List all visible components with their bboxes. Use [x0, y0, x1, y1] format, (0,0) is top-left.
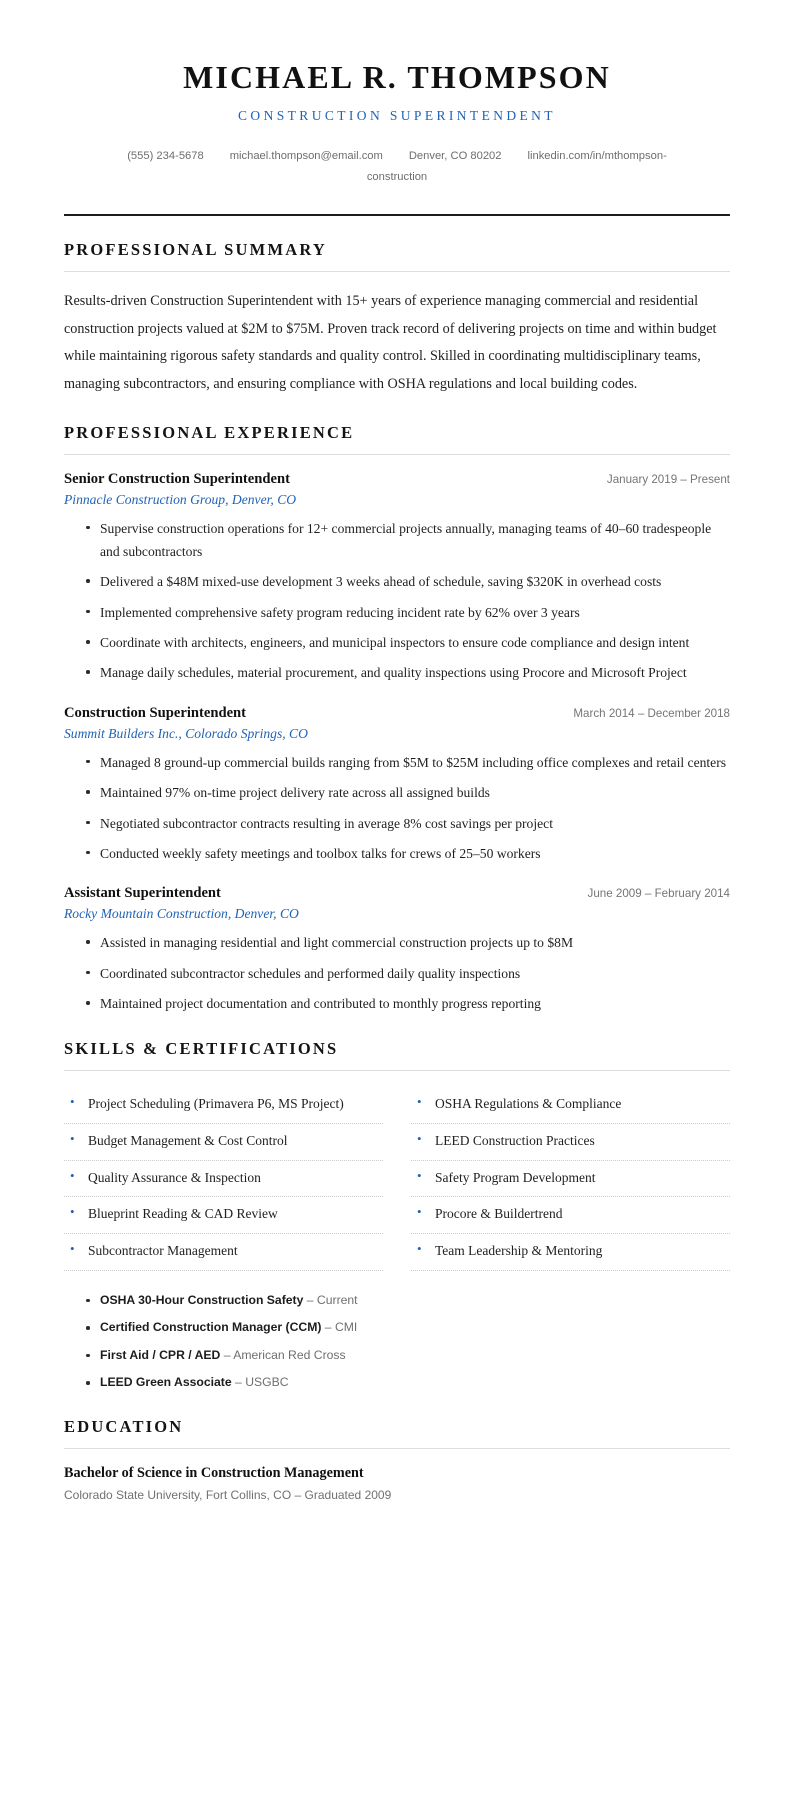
skill-item: • Team Leadership & Mentoring: [411, 1234, 730, 1271]
experience-bullet-list: [64, 517, 730, 685]
skill-item: • Quality Assurance & Inspection: [64, 1161, 383, 1198]
summary-heading: PROFESSIONAL SUMMARY: [64, 239, 327, 259]
certification-item: [86, 1291, 730, 1311]
skill-item: • Subcontractor Management: [64, 1234, 383, 1271]
experience-list: [64, 471, 730, 1016]
skill-item: • Project Scheduling (Primavera P6, MS Project): [64, 1087, 383, 1124]
certification-issuer: – Current: [303, 1292, 358, 1307]
education-rule: [64, 1448, 730, 1449]
experience-bullet: Conducted weekly safety meetings and toolbox talks for crews of 25–50 workers: [86, 842, 730, 865]
contact-location: Denver, CO 80202: [408, 150, 502, 163]
experience-bullet: Negotiated subcontractor contracts resulting in average 8% cost savings per project: [86, 812, 730, 835]
experience-bullet: Supervise construction operations for 12+ commercial projects annually, managing teams of 40–60 tradespeople and subcontractors: [86, 517, 730, 564]
education-heading: EDUCATION: [64, 1416, 184, 1436]
skills-column-left: [64, 1087, 383, 1270]
skill-item: • Procore & Buildertrend: [411, 1197, 730, 1234]
skill-item: • LEED Construction Practices: [411, 1124, 730, 1161]
skill-item: • OSHA Regulations & Compliance: [411, 1087, 730, 1124]
education-degree: Bachelor of Science in Construction Management: [64, 1464, 364, 1481]
experience-entry: [64, 705, 730, 866]
skills-column-right: [411, 1087, 730, 1270]
experience-company: Pinnacle Construction Group, Denver, CO: [64, 491, 297, 507]
certification-item: [86, 1346, 730, 1366]
summary-rule: [64, 271, 730, 272]
section-education: [64, 1417, 730, 1502]
certifications-list: [64, 1291, 730, 1393]
experience-company: Rocky Mountain Construction, Denver, CO: [64, 906, 299, 922]
experience-bullet: Maintained 97% on-time project delivery rate across all assigned builds: [86, 781, 730, 804]
experience-entry: [64, 471, 730, 685]
experience-entry-header: [64, 885, 730, 902]
header-divider: [64, 214, 730, 216]
certification-issuer: – American Red Cross: [220, 1347, 346, 1362]
experience-dates: March 2014 – December 2018: [573, 706, 730, 720]
contact-info: [112, 146, 682, 187]
experience-entry: [64, 885, 730, 1015]
experience-bullet: Assisted in managing residential and light commercial construction projects up to $8M: [86, 931, 730, 954]
candidate-headline: CONSTRUCTION SUPERINTENDENT: [238, 108, 556, 124]
certification-item: [86, 1373, 730, 1393]
experience-bullet: Delivered a $48M mixed-use development 3 weeks ahead of schedule, saving $320K in overhead costs: [86, 570, 730, 593]
summary-text: Results-driven Construction Superintendent with 15+ years of experience managing commercial and residential construction projects valued at $2M to $75M. Proven track record of delivering projects on time and within budget while maintaining rigorous safety standards and quality control. Skilled in coordinating multidisciplinary teams, managing subcontractors, and ensuring compliance with OSHA regulations and local building codes.: [64, 292, 717, 392]
page-bottom-spacer: [64, 1502, 730, 1652]
section-skills-certifications: [64, 1039, 730, 1392]
resume-header: [64, 0, 730, 188]
certification-name: LEED Green Associate: [100, 1375, 232, 1390]
experience-entry-header: [64, 705, 730, 722]
experience-bullet: Coordinated subcontractor schedules and performed daily quality inspections: [86, 962, 730, 985]
experience-bullet: Implemented comprehensive safety program reducing incident rate by 62% over 3 years: [86, 601, 730, 624]
certification-name: First Aid / CPR / AED: [100, 1347, 221, 1362]
experience-job-title: Senior Construction Superintendent: [64, 470, 290, 487]
certification-name: Certified Construction Manager (CCM): [100, 1320, 322, 1335]
skill-item: • Budget Management & Cost Control: [64, 1124, 383, 1161]
section-professional-experience: [64, 423, 730, 1016]
experience-entry-header: [64, 471, 730, 488]
experience-heading: PROFESSIONAL EXPERIENCE: [64, 422, 355, 442]
certification-name: OSHA 30-Hour Construction Safety: [100, 1292, 304, 1307]
experience-bullet-list: [64, 931, 730, 1015]
candidate-name: MICHAEL R. THOMPSON: [183, 59, 611, 95]
experience-bullet: Manage daily schedules, material procurement, and quality inspections using Procore and Microsoft Project: [86, 661, 730, 684]
experience-bullet: Coordinate with architects, engineers, and municipal inspectors to ensure code compliance and design intent: [86, 631, 730, 654]
skills-rule: [64, 1070, 730, 1071]
experience-job-title: Assistant Superintendent: [64, 885, 221, 902]
experience-dates: January 2019 – Present: [606, 472, 730, 486]
skill-item: • Safety Program Development: [411, 1161, 730, 1198]
contact-linkedin[interactable]: linkedin.com/in/mthompson-construction: [366, 150, 667, 184]
experience-rule: [64, 454, 730, 455]
contact-phone[interactable]: (555) 234-5678: [127, 150, 204, 163]
experience-bullet: Managed 8 ground-up commercial builds ranging from $5M to $25M including office complexes and retail centers: [86, 751, 730, 774]
skill-item: • Blueprint Reading & CAD Review: [64, 1197, 383, 1234]
section-professional-summary: [64, 240, 730, 399]
certification-item: [86, 1318, 730, 1338]
contact-email[interactable]: michael.thompson@email.com: [229, 150, 383, 163]
experience-bullet-list: [64, 751, 730, 866]
skills-grid: [64, 1087, 730, 1270]
experience-bullet: Maintained project documentation and contributed to monthly progress reporting: [86, 992, 730, 1015]
experience-company: Summit Builders Inc., Colorado Springs, CO: [64, 725, 308, 741]
certification-issuer: – USGBC: [231, 1375, 289, 1390]
skills-heading: SKILLS & CERTIFICATIONS: [64, 1039, 339, 1059]
certification-issuer: – CMI: [321, 1320, 358, 1335]
experience-dates: June 2009 – February 2014: [587, 887, 730, 901]
education-school: Colorado State University, Fort Collins, CO – Graduated 2009: [64, 1487, 392, 1502]
experience-job-title: Construction Superintendent: [64, 704, 247, 721]
